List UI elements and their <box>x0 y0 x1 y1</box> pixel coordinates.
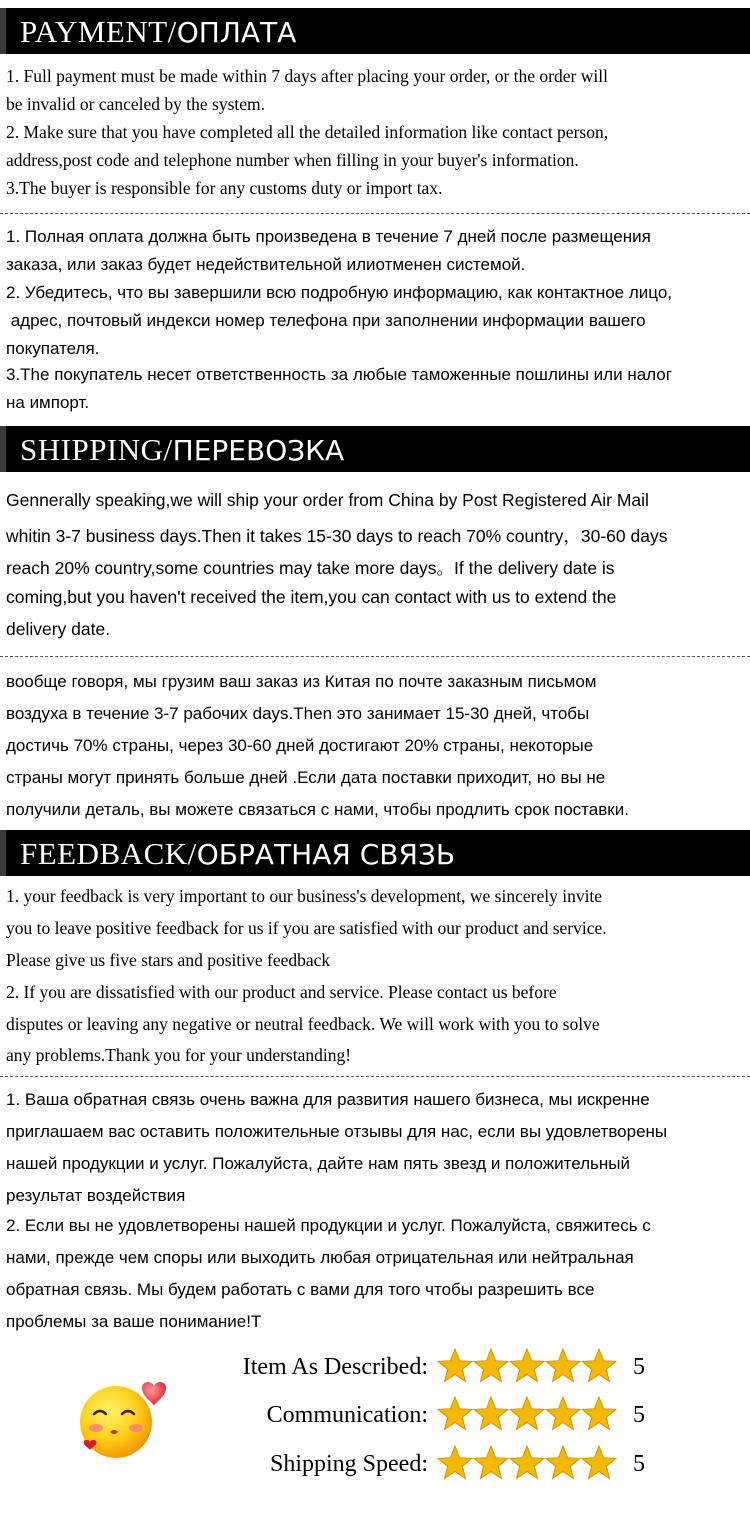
star-icon <box>437 1445 473 1481</box>
star-icon <box>473 1396 509 1432</box>
rating-item-as-described: Item As Described: 5 <box>0 1348 750 1388</box>
star-icon <box>437 1396 473 1432</box>
star-icon <box>545 1396 581 1432</box>
star-rating <box>437 1348 617 1388</box>
shipping-title: SHIPPING/ПЕРЕВОЗКА <box>20 432 345 467</box>
star-icon <box>473 1348 509 1384</box>
star-icon <box>509 1348 545 1384</box>
star-icon <box>581 1348 617 1384</box>
star-rating <box>437 1396 617 1436</box>
star-icon <box>545 1445 581 1481</box>
star-icon <box>509 1445 545 1481</box>
feedback-header <box>0 830 750 876</box>
star-icon <box>473 1445 509 1481</box>
star-icon <box>509 1396 545 1432</box>
rating-communication: Communication: 5 <box>0 1396 750 1436</box>
ratings-panel <box>0 1344 750 1514</box>
shipping-header <box>0 426 750 472</box>
payment-divider <box>0 213 750 214</box>
payment-header <box>0 8 750 54</box>
rating-shipping-speed: Shipping Speed: 5 <box>0 1445 750 1485</box>
shipping-divider <box>0 656 750 657</box>
star-icon <box>437 1348 473 1384</box>
feedback-divider <box>0 1076 750 1077</box>
star-rating <box>437 1445 617 1485</box>
payment-title: PAYMENT/ОПЛАТА <box>20 14 297 49</box>
star-icon <box>545 1348 581 1384</box>
star-icon <box>581 1396 617 1432</box>
feedback-title: FEEDBACK/ОБРАТНАЯ СВЯЗЬ <box>20 836 456 871</box>
star-icon <box>581 1445 617 1481</box>
